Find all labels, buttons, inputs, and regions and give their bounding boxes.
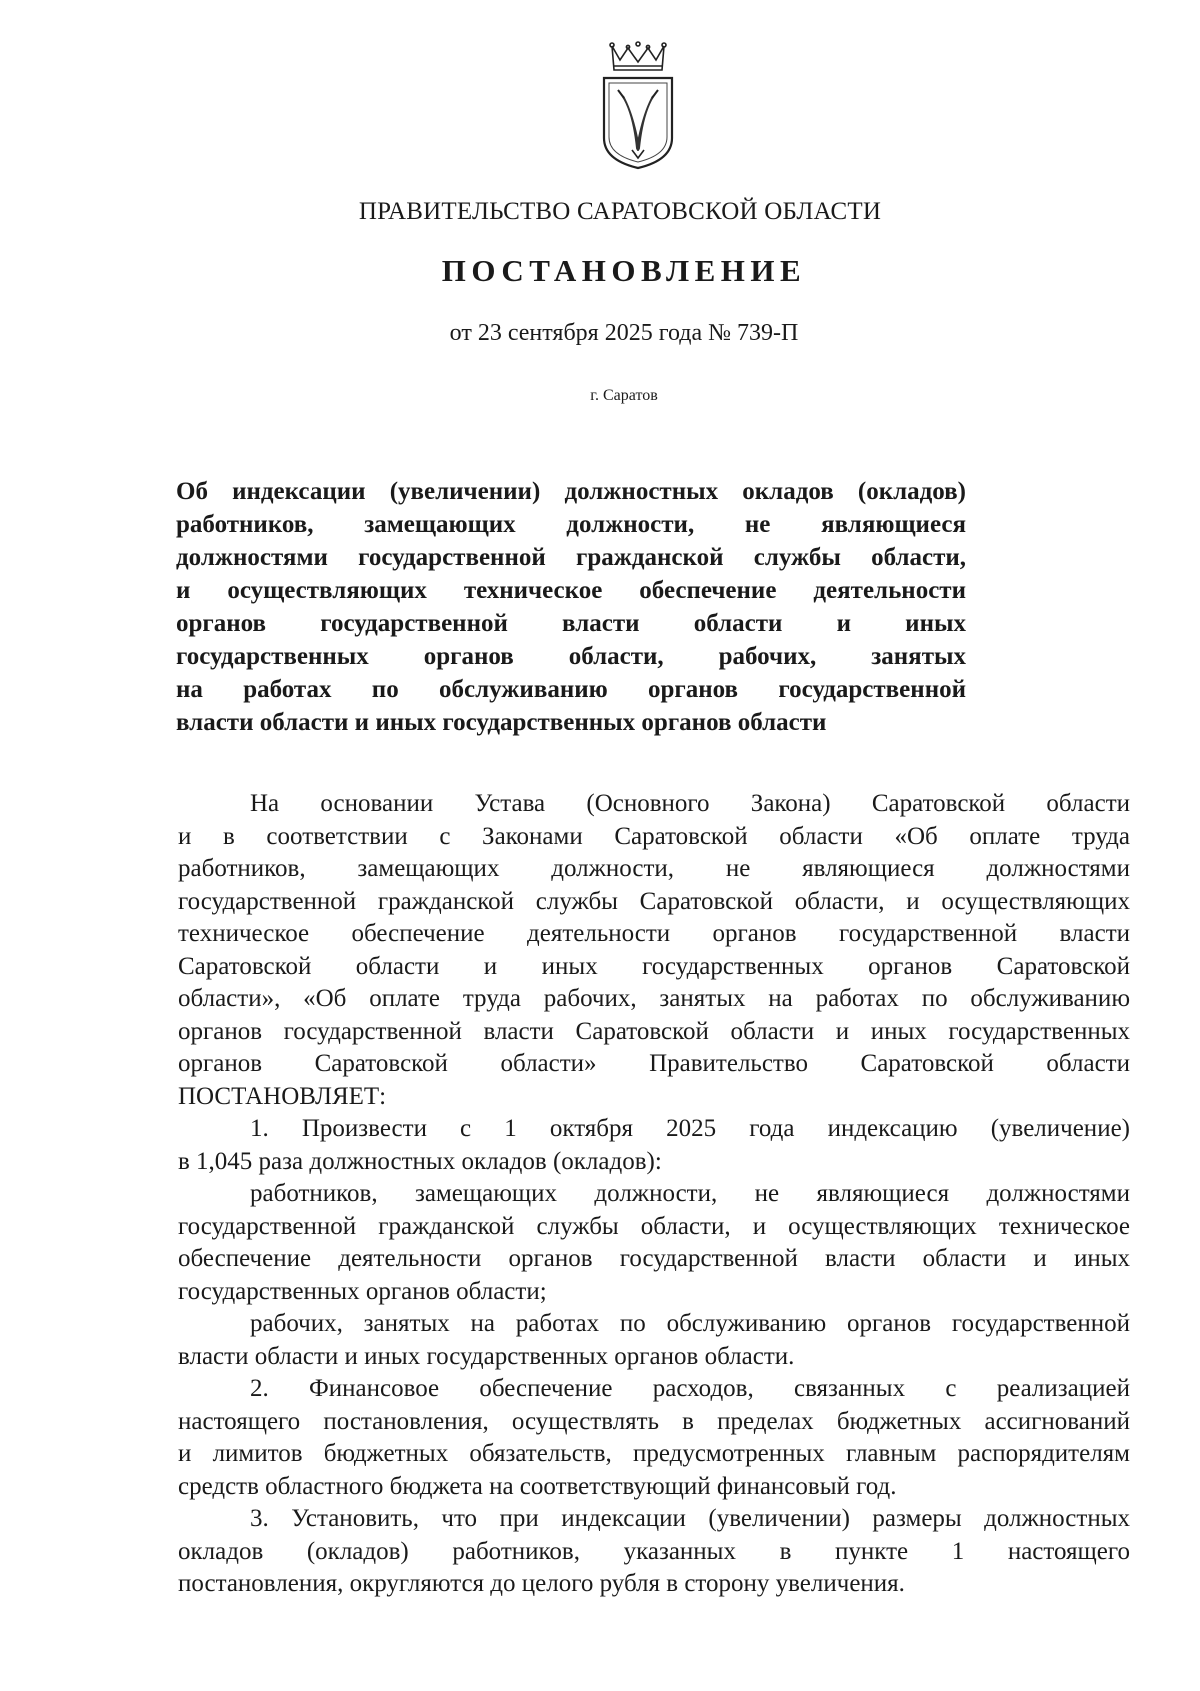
body-line: государственной гражданской службы Саратовской области, и осуществляющих [178,887,1130,915]
body-line: обеспечение деятельности органов государственной власти области и иных [178,1245,1130,1272]
document-date-number: от 23 сентября 2025 года № 739-П [449,320,799,346]
title-line: Об индексации (увеличении) должностных окладов (окладов) [176,478,966,505]
body-line: и в соответствии с Законами Саратовской области «Об оплате труда [178,822,1130,850]
body-line: Саратовской области и иных государственных органов Саратовской [178,952,1130,980]
body-line: власти области и иных государственных органов области. [178,1342,795,1370]
body-line: 2. Финансовое обеспечение расходов, связанных с реализацией [250,1375,1130,1402]
title-line: государственных органов области, рабочих, занятых [176,643,966,670]
body-line: области», «Об оплате труда рабочих, занятых на работах по обслуживанию [178,985,1130,1012]
body-line: работников, замещающих должности, не являющиеся должностями [250,1180,1130,1207]
body-line: государственных органов области; [178,1277,547,1305]
title-line: должностями государственной гражданской службы области, [176,544,966,571]
body-line: в 1,045 раза должностных окладов (окладов): [178,1147,662,1175]
body-line: постановления, округляются до целого рубля в сторону увеличения. [178,1570,905,1597]
title-line: органов государственной власти области и иных [176,610,966,637]
coat-of-arms-icon [598,40,678,172]
body-line: органов государственной власти Саратовской области и иных государственных [178,1017,1130,1045]
issuing-authority: ПРАВИТЕЛЬСТВО САРАТОВСКОЙ ОБЛАСТИ [358,198,882,225]
body-line: работников, замещающих должности, не являющиеся должностями [178,855,1130,882]
document-body [178,788,1130,1601]
body-line: настоящего постановления, осуществлять в пределах бюджетных ассигнований [178,1407,1130,1435]
body-line: государственной гражданской службы области, и осуществляющих техническое [178,1212,1130,1240]
title-line: на работах по обслуживанию органов государственной [176,676,966,703]
title-line: власти области и иных государственных органов области [176,709,827,736]
document-city: г. Саратов [590,387,658,404]
body-line: На основании Устава (Основного Закона) Саратовской области [250,790,1130,817]
body-line: окладов (окладов) работников, указанных в пункте 1 настоящего [178,1537,1130,1565]
body-line: техническое обеспечение деятельности органов государственной власти [178,920,1130,947]
document-type: ПОСТАНОВЛЕНИЕ [441,253,807,288]
body-line: 1. Произвести с 1 октября 2025 года индексацию (увеличение) [250,1115,1130,1142]
body-line: рабочих, занятых на работах по обслуживанию органов государственной [250,1310,1130,1337]
body-line: ПОСТАНОВЛЯЕТ: [178,1082,387,1110]
body-line: средств областного бюджета на соответствующий финансовый год. [178,1472,897,1500]
title-line: работников, замещающих должности, не являющиеся [176,511,966,538]
body-line: и лимитов бюджетных обязательств, предусмотренных главным распорядителям [178,1440,1130,1467]
body-line: органов Саратовской области» Правительство Саратовской области [178,1050,1130,1077]
body-line: 3. Установить, что при индексации (увеличении) размеры должностных [250,1505,1130,1532]
document-title [176,475,966,739]
title-line: и осуществляющих техническое обеспечение деятельности [176,577,966,604]
